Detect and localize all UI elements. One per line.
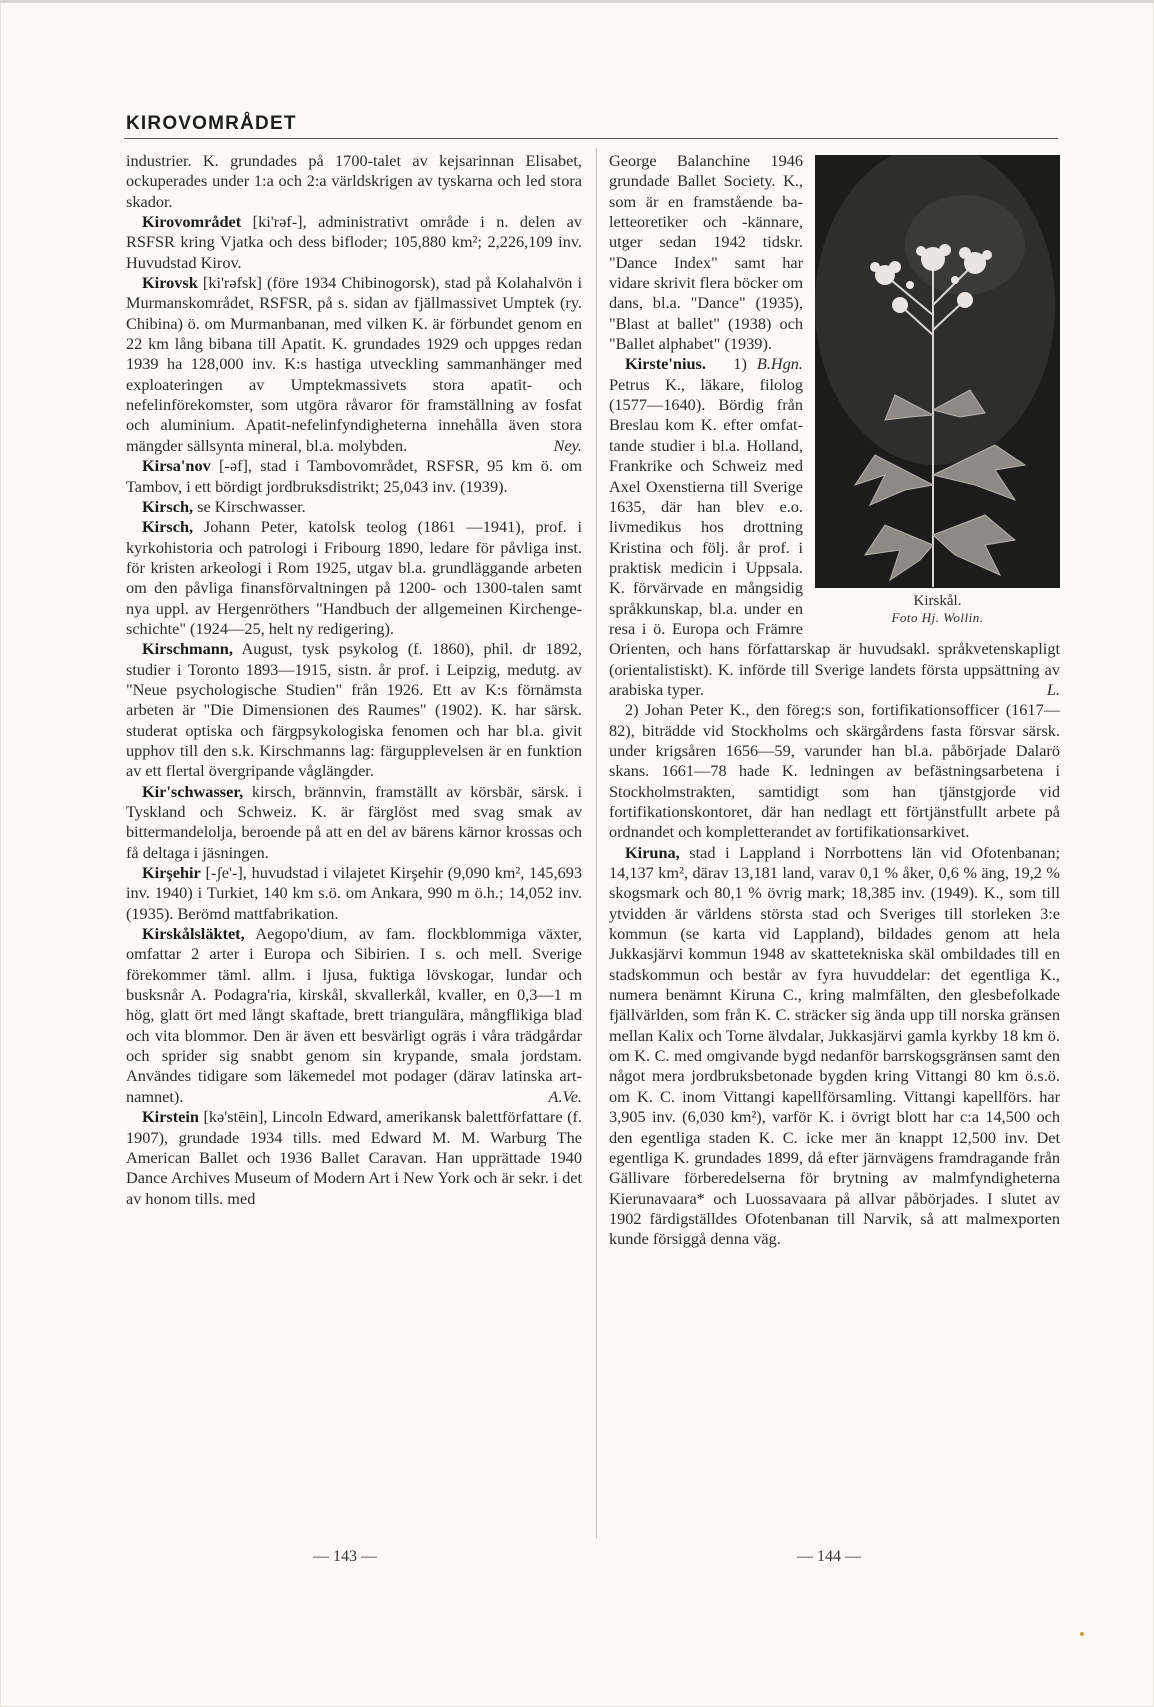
scan-speck (1080, 1632, 1084, 1636)
author-signature: L. (1046, 679, 1060, 699)
headword: Kirsch, (142, 496, 194, 516)
ground-elder-photo (815, 155, 1060, 588)
entry-text: August, tysk psykolog (f. 1860), phil. dr 1892, studier i Toronto 1893—1915, sistn. år prof. i Leipzig, medutg. av "Neue psychologische Studien" från 1926. Ett av K:s förnämsta arbeten är "Die Dimensionen des Raumes" (1902). K. har särsk. studerat optiska och färgpsykologiska fenomen och har bl.a. givit upphov till den s.k. Kirschmanns lag: färgupplevelsen är en funktion av ett flertal övergripande våglängder. (126, 639, 582, 781)
headword: Kirstein (142, 1107, 199, 1127)
author-signature: B.Hgn. (756, 354, 803, 374)
photo-credit: Foto Hj. Wollin. (891, 610, 984, 625)
entry-text: industrier. K. grundades på 1700-talet av kejsarinnan Elisabet, ockuperades under 1:a och 2:a världskrigen av tyskarna och led stora skador. (126, 151, 582, 211)
left-column (126, 151, 582, 1209)
headword: Kirşehir (142, 863, 201, 883)
headword: Kirste'nius. (625, 354, 706, 374)
author-signature: A.Ve. (548, 1086, 582, 1106)
entry-paragraph (126, 863, 582, 924)
entry-paragraph (609, 843, 1060, 1250)
entry-paragraph (126, 639, 582, 781)
author-signature: Ney. (553, 435, 582, 455)
entry-text: [kə'stēin], Lincoln Edward, amerikansk balettförfattare (f. 1907), grundade 1934 tills. med Edward M. M. Warburg The American Ballet och 1936 Ballet Caravan. Han upprättade 1940 Dance Archives Museum of Modern Art i New York och är sekr. i det av honom tills. med (126, 1107, 582, 1208)
page-number-left: — 143 — (313, 1548, 377, 1565)
entry-text: kirsch, brännvin, framställt av körsbär, särsk. i Tyskland och Schweiz. K. är färglöst med svag smak av bittermandelolja, beroende på att en del av bärens kärnor krossas och få deltaga i jäsningen. (126, 781, 582, 862)
headword: Kirskålsläktet, (142, 924, 245, 944)
entry-text: [-ʃe'-], huvudstad i vilajetet Kirşehir (9,090 km², 145,693 inv. 1940) i Turkiet, 140 km s.ö. om Ankara, 990 m ö.h.; 14,052 inv. (1935). Berömd mattfabrikation. (126, 863, 582, 923)
running-head: KIROVOMRÅDET (126, 113, 297, 134)
right-column (609, 151, 1060, 1250)
entry-paragraph (126, 1107, 582, 1209)
header-rule (124, 138, 1058, 139)
headword: Kirschmann, (142, 639, 233, 659)
entry-paragraph (126, 151, 582, 212)
entry-text: Aegopo'dium, av fam. flockblommiga växter, omfattar 2 arter i Europa och Sibirien. I s. och mell. Sverige förekommer täml. allm. i ljusa, fuktiga lövskogar, lundar och busksnår A. Podagra'ria, kirskål, skvallerkål, kvaller, en 0,3—1 m hög, glatt ört med långt skaftade, brett triangulära, mångflikiga blad och vita blommor. Den är även ett besvärligt ogräs i våra trädgårdar och sprider sig snabbt genom sin krypande, smala jordstam. Användes tidigare som läkemedel mot podager (därav latinska artnamnet). (126, 924, 582, 1106)
entry-paragraph (126, 212, 582, 273)
headword: Kirsch, (142, 517, 194, 537)
entry-paragraph (609, 700, 1060, 842)
entry-paragraph (126, 456, 582, 497)
photo-figure (815, 155, 1060, 626)
headword: Kirovsk (142, 273, 198, 293)
headword: Kir'schwasser, (142, 781, 244, 801)
entry-text: 2) Johan Peter K., den föreg:s son, fortifikationsofficer (1617—82), biträdde vid Stockholms och skärgårdens fasta försvar särsk. under krigsåren 1656—59, varunder han bl.a. påbörjade Dalarö skans. 1661—78 hade K. ledningen av befästningsarbetena i Stockholmstrakten, samtidigt som han tjänstgjorde vid fortifikationskontoret, där han nedlagt ett förtjänstfullt arbete på ordnandet och kompletterandet av fortifikationsarkivet. (609, 700, 1060, 842)
scan-edge (0, 0, 1154, 3)
entry-paragraph (126, 497, 582, 517)
headword: Kirsa'nov (142, 456, 211, 476)
column-divider (596, 148, 597, 1538)
photo-caption: Kirskål. (913, 593, 962, 609)
entry-text: stad i Lappland i Norrbottens län vid Ofotenbanan; 14,137 km², därav 13,181 land, varav 0,1 % åker, 0,6 % äng, 19,2 % skogsmark och 80,1 % övrig mark; 18,385 inv. (1949). K., som till ytvidden är världens största stad och Sveriges till storleken 3:e kommun (se karta vid Lappland), bildades genom att hela Jukkasjärvi kommun 1948 av skattetekniska skäl ombildades till en stadskommun och består av fyra huvuddelar: det egentliga K., numera benämnt Kiruna C., kring malmfälten, den glesbefolkade fjällvärlden, som från K. C. sträcker sig ända upp till norska gränsen mellan Kalix och Torne älvdalar, Jukkasjärvi gamla kyrkby 18 km ö. om K. C. med omgivande bygd nedanför barrskogsgränsen samt den något mera jordbruksbetonade bygden kring Vittangi 80 km ö.s.ö. om K. C. inom Vittangi kapellförsamling. Vittangi kapellförs. har 3,905 inv. (6,030 km²), varför K. i övrigt blott har c:a 14,500 och den egentliga staden K. C. icke mer än knappt 12,500 inv. Det egentliga K. grundades 1899, då efter järnvägens framdragande från Gällivare förberedelserna för brytning av malmfyndigheterna Kierunavaara* och Luossavaara på allvar påbörjades. I slutet av 1902 färdigställdes Ofotenbanan till Narvik, så att malmexporten kunde försiggå denna väg. (609, 842, 1060, 1249)
entry-paragraph (126, 782, 582, 863)
entry-paragraph (126, 924, 582, 1107)
headword: Kiruna, (625, 842, 680, 862)
page-number-right: — 144 — (797, 1548, 861, 1565)
entry-text: [ki'rəfsk] (före 1934 Chibinogorsk), stad på Kolahalvön i Murmanskområdet, RSFSR, på s. sidan av fjällmassivet Umptek (ry. Chibina) ö. om Murmanbanan, med vilken K. är förbundet genom en 22 km lång bibana till Apatit. K. grundades 1929 och uppges redan 1939 ha 128,000 inv. K:s hastiga utveckling sammanhänger med exploateringen av Umptekmassivets stora apatit- och nefelinförekomster, som utgöra råvaror för framställning av fosfat och aluminium. Apatit-nefelinfyndigheterna innehålla även stora mängder sällsynta mineral, bl.a. molybden. (126, 273, 582, 455)
entry-text: [ki'rəf-], administrativt område i n. delen av RSFSR kring Vjatka och dess bifloder; 105,880 km²; 2,226,109 inv. Huvudstad Kirov. (126, 212, 582, 272)
entry-text: George Balanchine 1946 grundade Ballet Society. K., som är en framstående baletteoretiker och -kännare, utger sedan 1942 tidskr. "Dance Index" samt har vidare skrivit flera böcker om dans, bl.a. "Dance" (1935), "Blast at ballet" (1938) och "Ballet alphabet" (1939). (609, 151, 803, 354)
plant-illustration (815, 155, 1060, 588)
headword: Kirovområdet (142, 212, 242, 232)
entry-text: [-əf], stad i Tambovområdet, RSFSR, 95 km ö. om Tambov, i ett bördigt jordbruksdistrikt; 25,043 inv. (1939). (126, 456, 582, 496)
entry-text: se Kirschwasser. (193, 496, 306, 516)
entry-text: Johann Peter, katolsk teolog (1861 —1941), prof. i kyrkohistoria och patrologi i Fribourg 1890, ledare för påvliga inst. för kristen arkeologi i Rom 1925, utgav bl.a. grundläggande arbeten om den påvliga finansförvaltningen på 1200- och 1300-talen samt nya uppl. av Hergenröthers "Handbuch der allgemeinen Kirchengeschichte" (1924—25, helt ny redigering). (126, 517, 582, 638)
entry-paragraph (126, 517, 582, 639)
entry-paragraph (126, 273, 582, 456)
entry-text: 1) Petrus K., läkare, filolog (1577—1640). Bördig från Breslau kom K. efter omfattande studier i bl.a. Holland, Frankrike och Schweiz med Axel Oxenstierna till Sverige 1635, där han blev e.o. livmedikus hos drottning Kristina och följ. år prof. i praktisk medicin i Uppsala. K. förvärvade en mångsidig språkkunskap, bl.a. under en resa i ö. Europa och Främre Orienten, och hans författarskap är huvudsakl. språkvetenskapligt (orientalistiskt). K. införde till Sverige landets första uppsättning av arabiska typer. (609, 354, 1060, 699)
